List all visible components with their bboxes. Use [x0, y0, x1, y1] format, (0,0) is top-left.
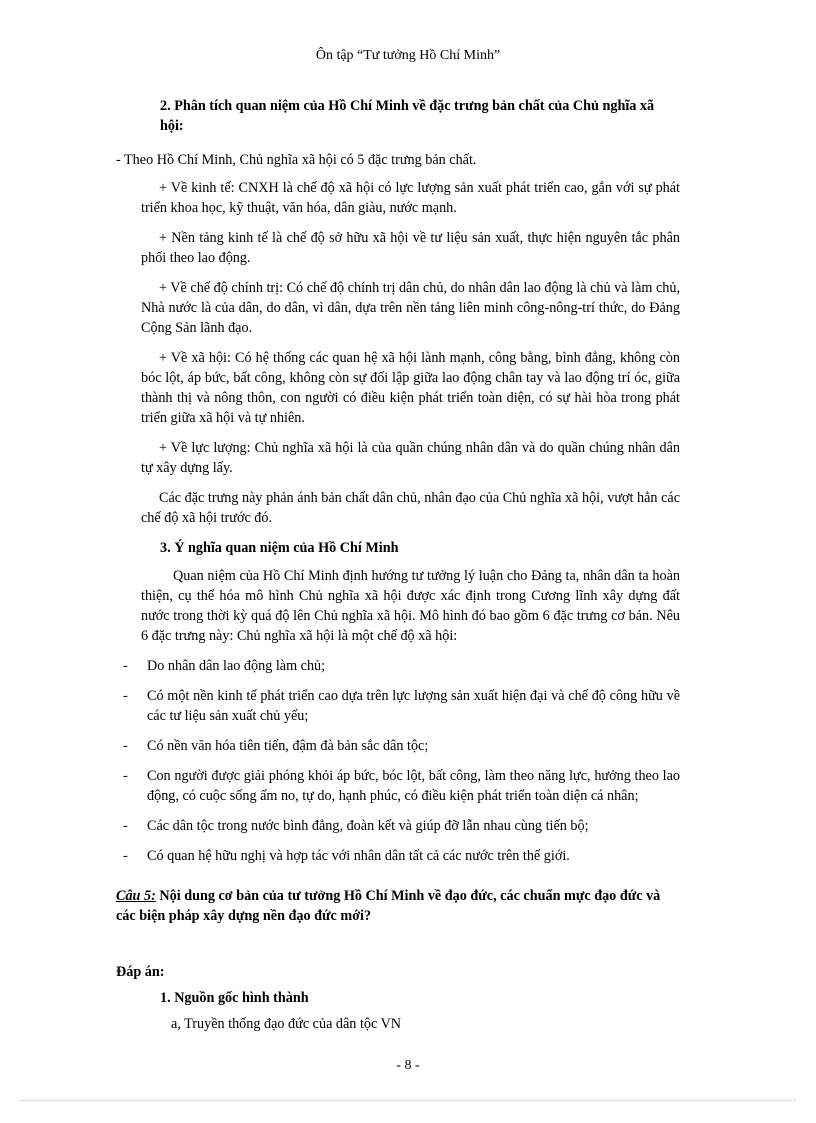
- feature-force: + Về lực lượng: Chủ nghĩa xã hội là của quần chúng nhân dân và do quần chúng nhân dân tự xây dựng lấy.: [141, 440, 680, 476]
- feature-economic-base: + Nền tảng kinh tế là chế độ sở hữu xã hội về tư liệu sản xuất, thực hiện nguyên tắc phân phối theo lao động.: [141, 230, 680, 266]
- feature-society: + Về xã hội: Có hệ thống các quan hệ xã hội lành mạnh, công bằng, bình đẳng, không còn bóc lột, áp bức, bất công, không còn sự đối lập giữa lao động chân tay và lao động trí óc, giữa thành thị và nông thôn, con người có điều kiện phát triển toàn diện, có sự hài hòa trong phát triển giữa xã hội và tự nhiên.: [141, 350, 680, 426]
- answer-subheading-1: 1. Nguồn gốc hình thành: [160, 990, 309, 1006]
- section-3-bullet-list: [116, 656, 680, 866]
- footer-divider: [20, 1100, 796, 1101]
- feature-politics: + Về chế độ chính trị: Có chế độ chính trị dân chủ, do nhân dân lao động là chủ và làm chủ, Nhà nước là của dân, do dân, vì dân, dựa trên nền tảng liên minh công-nông-trí thức, do Đảng Cộng Sản lãnh đạo.: [141, 280, 680, 336]
- list-item: - Có nền văn hóa tiên tiến, đậm đà bản sắc dân tộc;: [123, 738, 429, 754]
- section-2-intro: - Theo Hồ Chí Minh, Chủ nghĩa xã hội có 5 đặc trưng bản chất.: [116, 152, 477, 168]
- page-number: - 8 -: [396, 1058, 420, 1073]
- answer-label: Đáp án:: [116, 964, 165, 980]
- section-2-heading: 2. Phân tích quan niệm của Hồ Chí Minh về đặc trưng bản chất của Chủ nghĩa xã hội:: [160, 98, 655, 134]
- feature-economy: + Về kinh tế: CNXH là chế độ xã hội có lực lượng sản xuất phát triển cao, gắn với sự phát triển khoa học, kỹ thuật, văn hóa, dân giàu, nước mạnh.: [141, 180, 680, 216]
- section-3-heading: 3. Ý nghĩa quan niệm của Hồ Chí Minh: [160, 540, 399, 556]
- section-2-conclusion: Các đặc trưng này phản ánh bản chất dân chủ, nhân đạo của Chủ nghĩa xã hội, vượt hẳn các chế độ xã hội trước đó.: [141, 490, 680, 526]
- page-header: Ôn tập “Tư tưởng Hồ Chí Minh”: [315, 48, 501, 63]
- list-item: - Các dân tộc trong nước bình đẳng, đoàn kết và giúp đỡ lẫn nhau cùng tiến bộ;: [123, 818, 589, 834]
- answer-subheading-1a: a, Truyền thống đạo đức của dân tộc VN: [171, 1016, 402, 1032]
- document-body: [116, 96, 680, 1034]
- list-item: - Do nhân dân lao động làm chủ;: [123, 658, 326, 674]
- question-5-label: Câu 5:: [116, 888, 156, 904]
- section-3-paragraph: Quan niệm của Hồ Chí Minh định hướng tư tưởng lý luận cho Đảng ta, nhân dân ta hoàn thiện, cụ thể hóa mô hình Chủ nghĩa xã hội được xác định trong Cương lĩnh xây dựng đất nước trong thời kỳ quá độ lên Chủ nghĩa xã hội. Mô hình đó bao gồm 6 đặc trưng cơ bản. Nêu 6 đặc trưng này: Chủ nghĩa xã hội là một chế độ xã hội:: [141, 568, 680, 644]
- question-5-text: Nội dung cơ bản của tư tưởng Hồ Chí Minh về đạo đức, các chuẩn mực đạo đức và các biện pháp xây dựng nền đạo đức mới?: [116, 888, 661, 924]
- list-item: - Con người được giải phóng khỏi áp bức, bóc lột, bất công, làm theo năng lực, hưởng theo lao động, có cuộc sống ấm no, tự do, hạnh phúc, có điều kiện phát triển toàn diện cá nhân;: [123, 768, 680, 804]
- list-item: - Có một nền kinh tế phát triển cao dựa trên lực lượng sản xuất hiện đại và chế độ công hữu về các tư liệu sản xuất chủ yếu;: [123, 688, 680, 724]
- list-item: - Có quan hệ hữu nghị và hợp tác với nhân dân tất cả các nước trên thế giới.: [123, 848, 570, 864]
- question-5: [116, 886, 680, 926]
